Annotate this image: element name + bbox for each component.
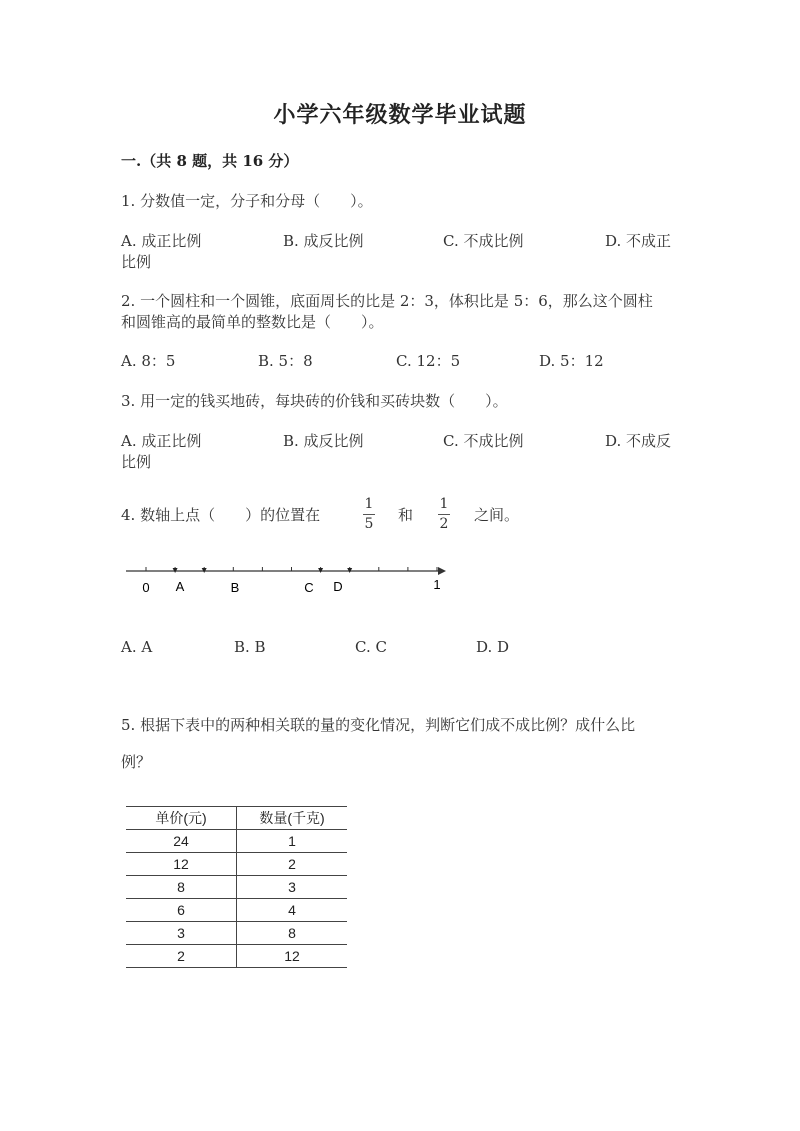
table-cell-price: 24	[126, 830, 237, 853]
number-line-label-d: D	[333, 579, 343, 594]
question-5-stem-line2: 例？	[121, 753, 152, 771]
fraction-one-fifth	[361, 496, 377, 533]
fraction-one-fifth-denominator: 5	[364, 516, 374, 532]
question-1-stem: 1. 分数值一定，分子和分母（ ）。	[121, 192, 373, 210]
table-header-quantity: 数量(千克)	[237, 807, 348, 830]
question-4-and: 和	[398, 506, 414, 524]
number-line-label-a: A	[175, 579, 185, 594]
fraction-one-half-denominator: 2	[439, 516, 449, 532]
question-2-option-b[interactable]: B. 5：8	[258, 352, 313, 370]
question-4-stem-end: 之间。	[474, 506, 520, 524]
question-3-option-a[interactable]: A. 成正比例	[121, 432, 202, 450]
number-line-label-0: 0	[142, 580, 150, 595]
fraction-bar	[438, 514, 450, 515]
question-1-option-c[interactable]: C. 不成比例	[443, 232, 524, 250]
question-4-option-d[interactable]: D. D	[476, 638, 510, 656]
question-1-option-d-wrap: 比例	[121, 253, 152, 271]
table-cell-price: 6	[126, 899, 237, 922]
question-4-option-a[interactable]: A. A	[121, 638, 153, 656]
table-cell-quantity: 8	[237, 922, 348, 945]
table-row	[126, 830, 347, 853]
question-2-option-d[interactable]: D. 5：12	[539, 352, 604, 370]
table-row	[126, 853, 347, 876]
number-line-label-b: B	[230, 580, 240, 595]
table-cell-price: 8	[126, 876, 237, 899]
fraction-bar	[363, 514, 375, 515]
table-row	[126, 899, 347, 922]
page-title: 小学六年级数学毕业试题	[273, 102, 527, 128]
table-cell-quantity: 12	[237, 945, 348, 968]
table-cell-price: 2	[126, 945, 237, 968]
number-line	[120, 556, 460, 606]
table-row	[126, 922, 347, 945]
question-3-option-d-wrap: 比例	[121, 453, 152, 471]
question-4-stem: 4. 数轴上点（ ）的位置在	[121, 506, 321, 524]
table-header-row	[126, 807, 347, 830]
number-line-label-1: 1	[433, 577, 441, 592]
number-line-label-c: C	[304, 580, 314, 595]
table-cell-quantity: 1	[237, 830, 348, 853]
question-5-stem-line1: 5. 根据下表中的两种相关联的量的变化情况，判断它们成不成比例？成什么比	[121, 716, 636, 734]
question-3-option-d[interactable]: D. 不成反	[605, 432, 672, 450]
table-cell-quantity: 3	[237, 876, 348, 899]
question-3-option-c[interactable]: C. 不成比例	[443, 432, 524, 450]
question-2-option-a[interactable]: A. 8：5	[121, 352, 176, 370]
table-cell-price: 12	[126, 853, 237, 876]
question-2-stem-line2: 和圆锥高的最简单的整数比是（ ）。	[121, 313, 384, 331]
fraction-one-half	[436, 496, 452, 533]
fraction-one-half-numerator: 1	[439, 496, 449, 512]
question-4-option-c[interactable]: C. C	[355, 638, 387, 656]
fraction-one-fifth-numerator: 1	[364, 496, 374, 512]
question-4-option-b[interactable]: B. B	[234, 638, 266, 656]
section-heading: 一.（共 8 题，共 16 分）	[121, 152, 299, 170]
table-row	[126, 876, 347, 899]
table-header-unit-price: 单价(元)	[126, 807, 237, 830]
question-2-option-c[interactable]: C. 12：5	[396, 352, 461, 370]
question-1-option-d[interactable]: D. 不成正	[605, 232, 672, 250]
question-1-option-b[interactable]: B. 成反比例	[283, 232, 364, 250]
table-cell-price: 3	[126, 922, 237, 945]
question-3-stem: 3. 用一定的钱买地砖，每块砖的价钱和买砖块数（ ）。	[121, 392, 508, 410]
question-2-stem-line1: 2. 一个圆柱和一个圆锥，底面周长的比是 2：3，体积比是 5：6，那么这个圆柱	[121, 292, 653, 310]
table-row	[126, 945, 347, 968]
price-quantity-table	[126, 806, 347, 968]
table-cell-quantity: 4	[237, 899, 348, 922]
number-line-arrow	[438, 567, 446, 575]
table-cell-quantity: 2	[237, 853, 348, 876]
question-3-option-b[interactable]: B. 成反比例	[283, 432, 364, 450]
question-1-option-a[interactable]: A. 成正比例	[121, 232, 202, 250]
